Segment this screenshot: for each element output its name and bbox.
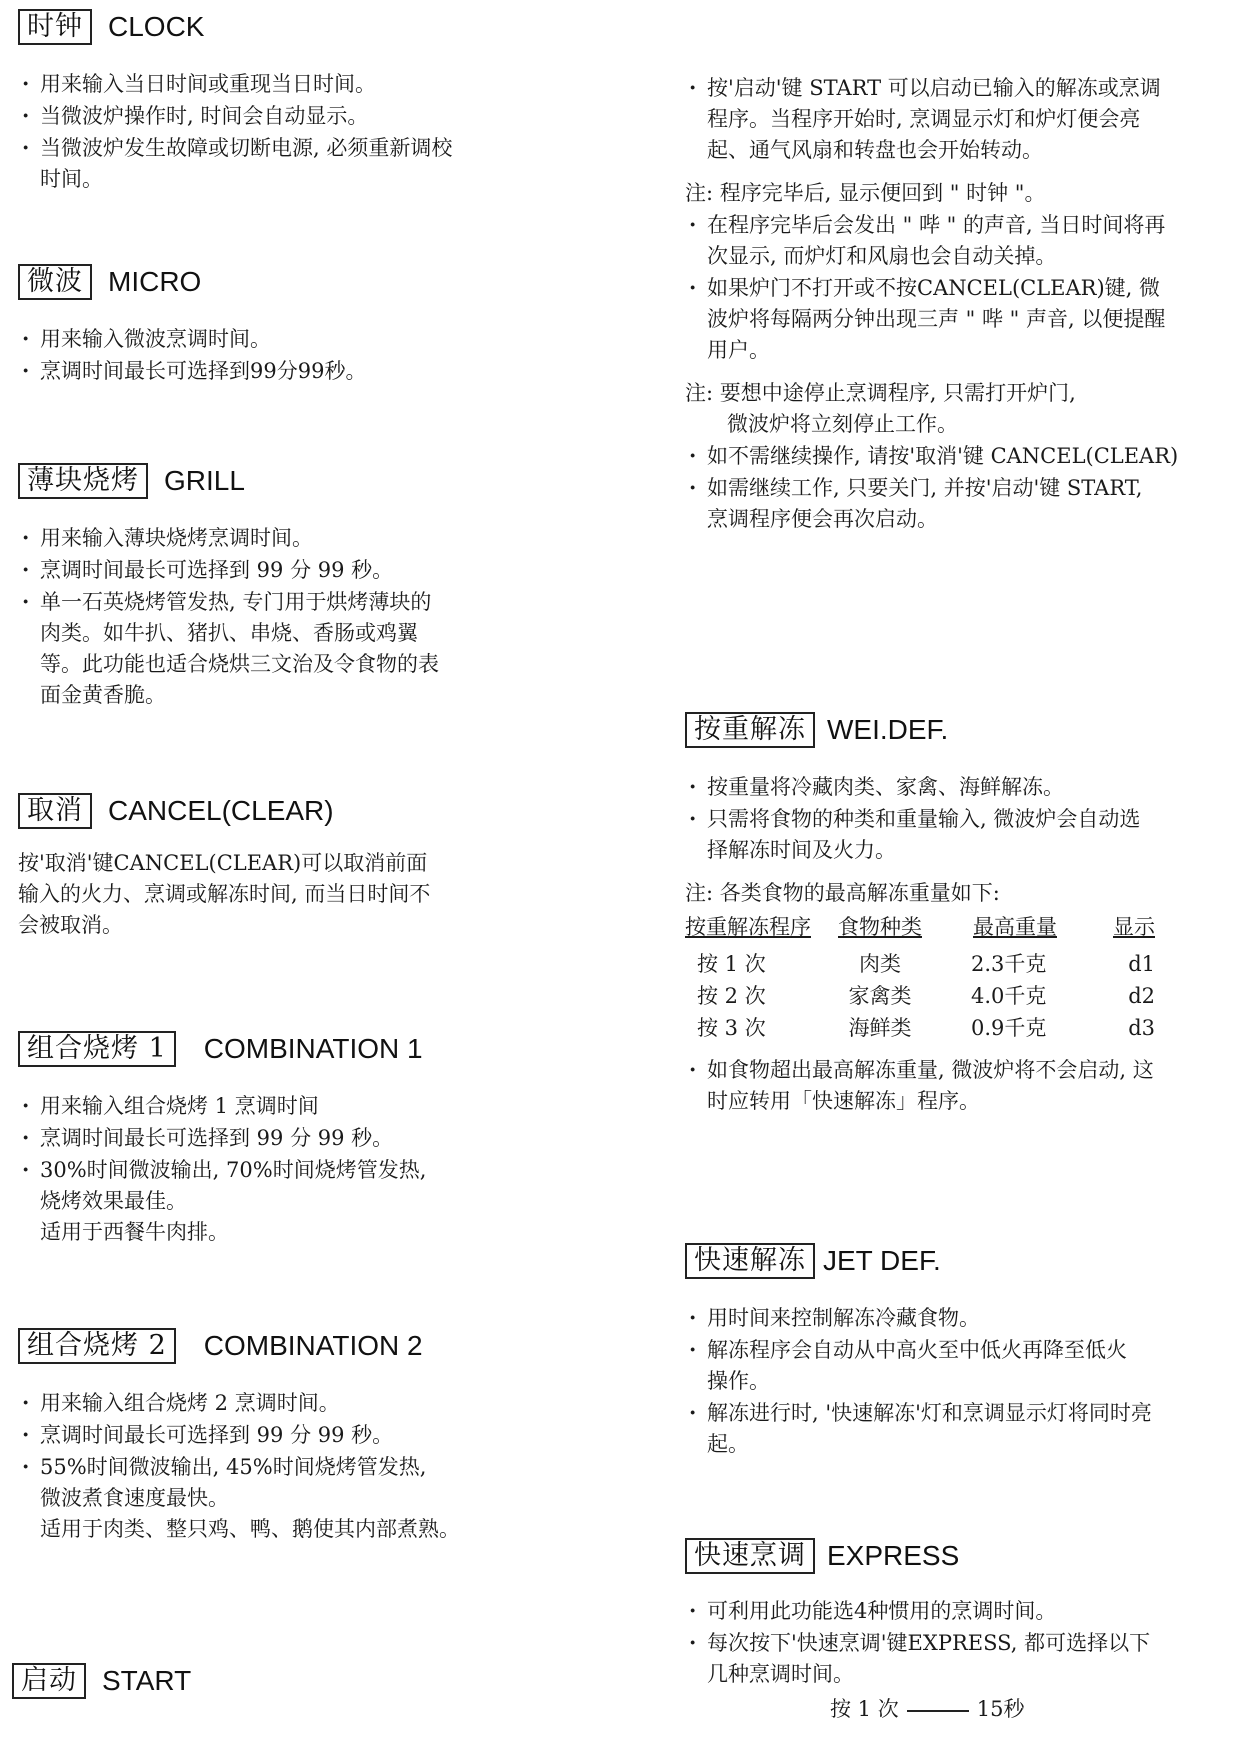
bullet-item: · 可利用此功能选4种惯用的烹调时间。 [685, 1595, 1230, 1627]
table-cell: 家禽类 [848, 984, 912, 1008]
bullet-item: · 烹调时间最长可选择到 99 分 99 秒。 [18, 1122, 578, 1154]
table-cell: 按 3 次 [697, 1016, 766, 1040]
bullet-item: · 按'启动'键 START 可以启动已输入的解冻或烹调程序。当程序开始时, 烹调显示灯和炉灯便会亮起、通气风扇和转盘也会开始转动。 [685, 72, 1167, 166]
section-wei-def [685, 711, 1230, 1117]
section-title-en: JET DEF. [823, 1245, 941, 1276]
section-title-cn: 微波 [18, 264, 92, 300]
bullet-item: · 烹调时间最长可选择到 99 分 99 秒。 [18, 554, 578, 586]
section-start [12, 1662, 572, 1700]
table-cell: 按 2 次 [697, 984, 766, 1008]
section-clock [18, 8, 578, 195]
bullet-item: · 单一石英烧烤管发热, 专门用于烘烤薄块的肉类。如牛扒、猪扒、串烧、香肠或鸡翼等。此功能也适合烧烘三文治及令食物的表面金黄香脆。 [18, 586, 440, 711]
table-header: 按重解冻程序 [685, 915, 811, 939]
section-combination-2 [18, 1327, 578, 1545]
bullet-item: · 用来输入组合烧烤 2 烹调时间。 [18, 1387, 578, 1419]
section-title-en: MICRO [108, 266, 202, 297]
bullet-item: · 30%时间微波输出, 70%时间烧烤管发热, 烧烤效果最佳。 [18, 1154, 440, 1217]
table-row [685, 980, 1155, 1012]
bullet-item: · 用来输入组合烧烤 1 烹调时间 [18, 1090, 578, 1122]
table-cell: 0.9千克 [971, 1016, 1047, 1040]
bullet-item: · 当微波炉发生故障或切断电源, 必须重新调校时间。 [18, 132, 470, 195]
express-press-line [830, 1693, 1024, 1723]
table-header: 食物种类 [838, 915, 922, 939]
bullet-item: · 在程序完毕后会发出 " 哔 " 的声音, 当日时间将再次显示, 而炉灯和风扇也会自动关掉。 [685, 209, 1167, 272]
table-header-row [685, 913, 1155, 948]
table-cell: 肉类 [859, 952, 901, 976]
bullet-item: · 烹调时间最长可选择到99分99秒。 [18, 355, 578, 387]
section-express [685, 1537, 1230, 1690]
section-title-cn: 按重解冻 [685, 712, 815, 748]
bullet-item: · 如需继续工作, 只要关门, 并按'启动'键 START, 烹调程序便会再次启动。 [685, 472, 1147, 535]
section-title-en: START [102, 1665, 192, 1696]
section-title-cn: 快速解冻 [685, 1243, 815, 1279]
section-title-en: CANCEL(CLEAR) [108, 795, 334, 826]
section-title-en: CLOCK [108, 11, 205, 42]
section-title-en: COMBINATION 2 [203, 1330, 423, 1361]
table-cell: 按 1 次 [697, 952, 766, 976]
section-combination-1 [18, 1030, 578, 1248]
bullet-item: · 用时间来控制解冻冷藏食物。 [685, 1302, 1230, 1334]
leader-line [907, 1710, 969, 1712]
section-grill [18, 462, 578, 711]
note-line: 注: 程序完毕后, 显示便回到 " 时钟 "。 [685, 181, 1046, 205]
table-header: 显示 [1113, 915, 1155, 939]
table-row [685, 948, 1155, 980]
bullet-item: · 用来输入当日时间或重现当日时间。 [18, 68, 578, 100]
note-line: 适用于肉类、整只鸡、鸭、鹅使其内部煮熟。 [40, 1517, 460, 1541]
bullet-item: · 解冻进行时, '快速解冻'灯和烹调显示灯将同时亮起。 [685, 1397, 1167, 1460]
bullet-item: · 解冻程序会自动从中高火至中低火再降至低火操作。 [685, 1334, 1147, 1397]
section-title-cn: 快速烹调 [685, 1538, 815, 1574]
press-time-value: 15秒 [976, 1697, 1025, 1721]
table-cell: d1 [1128, 952, 1155, 976]
table-cell: 4.0千克 [971, 984, 1047, 1008]
section-start-continued [685, 72, 1230, 535]
section-title-cn: 组合烧烤 2 [18, 1328, 176, 1364]
section-jet-def [685, 1242, 1230, 1460]
bullet-item: · 当微波炉操作时, 时间会自动显示。 [18, 100, 578, 132]
section-micro [18, 263, 578, 387]
table-cell: 2.3千克 [971, 952, 1047, 976]
table-cell: d3 [1128, 1016, 1155, 1040]
section-title-en: COMBINATION 1 [203, 1033, 423, 1064]
table-header: 最高重量 [973, 915, 1057, 939]
bullet-item: · 55%时间微波输出, 45%时间烧烤管发热, 微波煮食速度最快。 [18, 1451, 440, 1514]
section-cancel [18, 792, 578, 941]
note-line: 注: 各类食物的最高解冻重量如下: [685, 881, 1000, 905]
section-title-cn: 时钟 [18, 9, 92, 45]
section-title-cn: 组合烧烤 1 [18, 1031, 176, 1067]
bullet-item: · 如食物超出最高解冻重量, 微波炉将不会启动, 这时应转用「快速解冻」程序。 [685, 1054, 1167, 1117]
section-title-cn: 薄块烧烤 [18, 463, 148, 499]
section-title-cn: 启动 [12, 1663, 86, 1699]
defrost-weight-table [685, 913, 1155, 1044]
bullet-item: · 用来输入薄块烧烤烹调时间。 [18, 522, 578, 554]
table-row [685, 1012, 1155, 1044]
note-line: 注: 要想中途停止烹调程序, 只需打开炉门, [685, 381, 1076, 405]
section-title-cn: 取消 [18, 793, 92, 829]
bullet-item: · 烹调时间最长可选择到 99 分 99 秒。 [18, 1419, 578, 1451]
paragraph: 按'取消'键CANCEL(CLEAR)可以取消前面输入的火力、烹调或解冻时间, 而当日时间不会被取消。 [18, 851, 431, 937]
note-line: 微波炉将立刻停止工作。 [727, 412, 958, 436]
bullet-item: · 每次按下'快速烹调'键EXPRESS, 都可选择以下几种烹调时间。 [685, 1627, 1167, 1690]
note-line: 适用于西餐牛肉排。 [40, 1220, 229, 1244]
press-count-label: 按 1 次 [830, 1697, 899, 1721]
section-title-en: WEI.DEF. [827, 714, 949, 745]
section-title-en: EXPRESS [827, 1540, 960, 1571]
bullet-item: · 用来输入微波烹调时间。 [18, 323, 578, 355]
bullet-item: · 按重量将冷藏肉类、家禽、海鲜解冻。 [685, 771, 1230, 803]
section-title-en: GRILL [164, 465, 245, 496]
bullet-item: · 如果炉门不打开或不按CANCEL(CLEAR)键, 微波炉将每隔两分钟出现三声 " 哔 " 声音, 以便提醒用户。 [685, 272, 1167, 366]
table-cell: 海鲜类 [848, 1016, 912, 1040]
bullet-item: · 如不需继续操作, 请按'取消'键 CANCEL(CLEAR) [685, 440, 1240, 472]
bullet-item: · 只需将食物的种类和重量输入, 微波炉会自动选择解冻时间及火力。 [685, 803, 1147, 866]
table-cell: d2 [1128, 984, 1155, 1008]
